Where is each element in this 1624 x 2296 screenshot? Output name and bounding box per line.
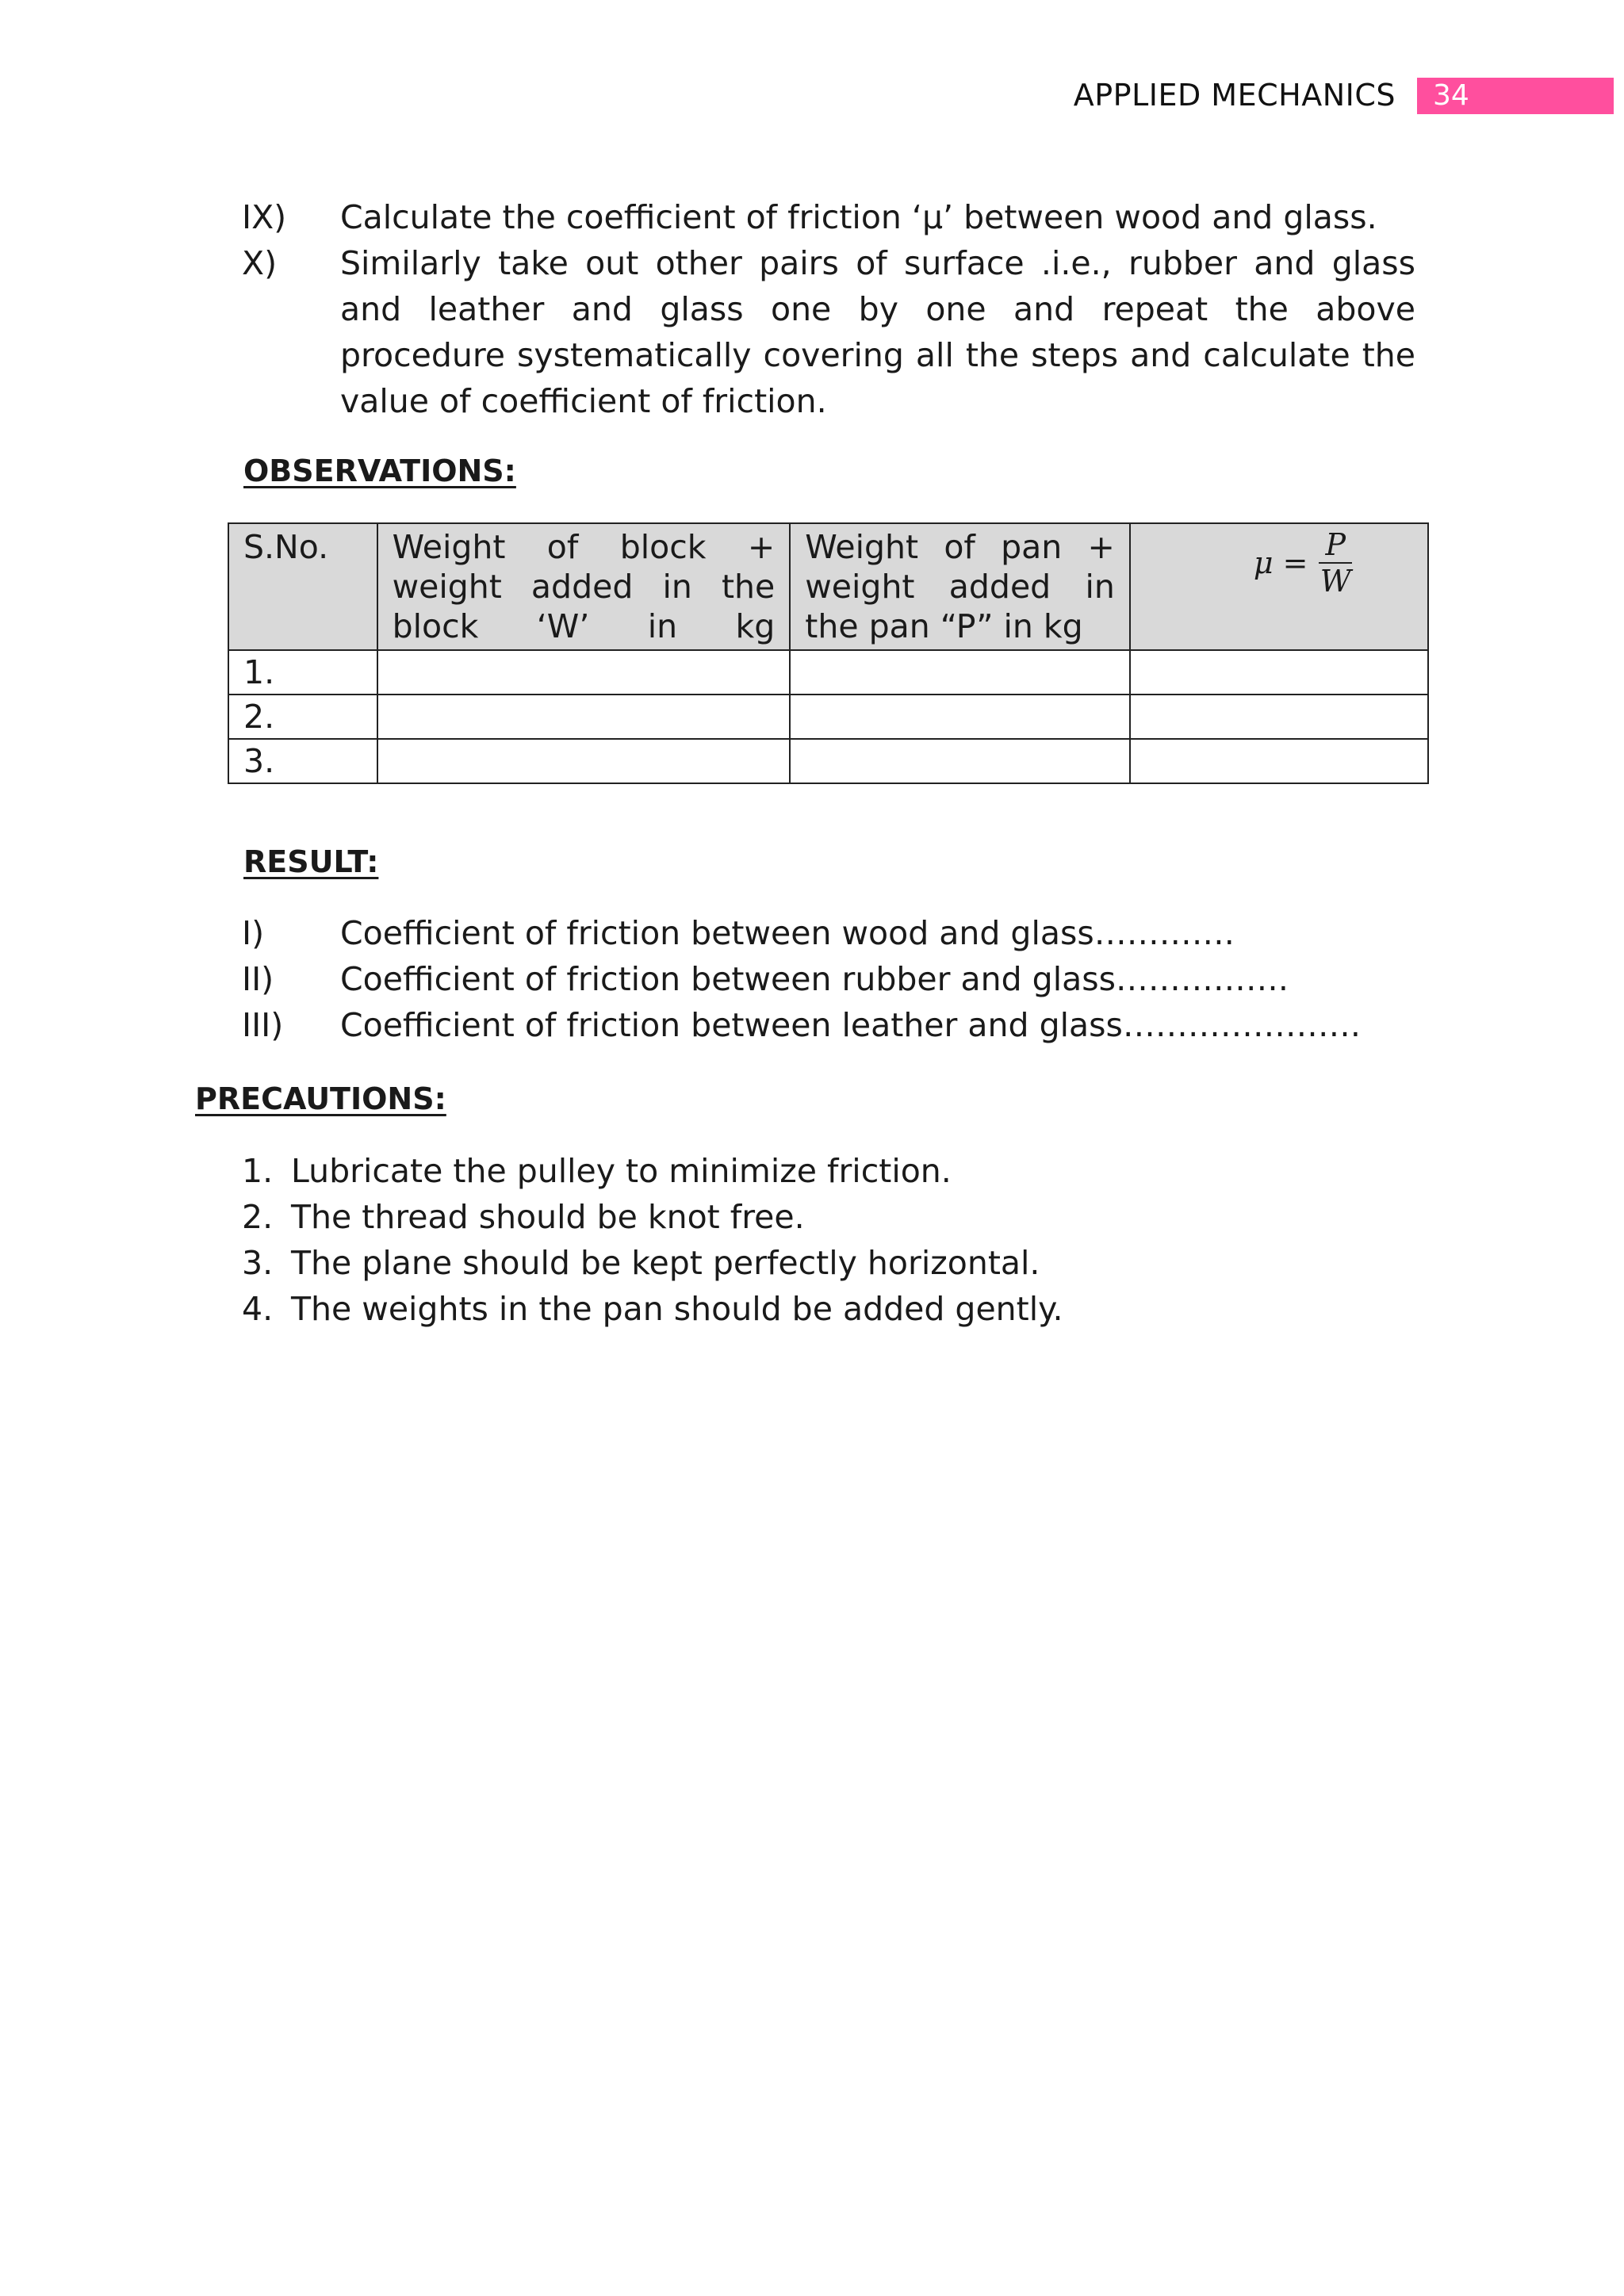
table-cell: [1130, 739, 1428, 783]
table-cell: [790, 650, 1130, 695]
procedure-steps: [242, 194, 1415, 424]
column-header-pan-weight: Weight of pan + weight added in the pan “P” in kg: [790, 523, 1130, 650]
column-header-formula: [1130, 523, 1428, 650]
row-number: 3.: [228, 739, 377, 783]
table-cell: [1130, 695, 1428, 739]
result-item: [242, 956, 1415, 1002]
precautions-heading: PRECAUTIONS:: [195, 1081, 446, 1116]
table-row: [228, 695, 1428, 739]
page-header: [0, 76, 1624, 117]
list-item: [242, 1194, 1415, 1240]
list-item: [242, 1286, 1415, 1332]
result-item: [242, 1002, 1415, 1048]
formula-numerator: P: [1319, 527, 1352, 564]
header-title: APPLIED MECHANICS: [1073, 78, 1396, 113]
result-text: Coefficient of friction between rubber and glass…………….: [340, 960, 1289, 998]
table-cell: [790, 739, 1130, 783]
result-text: Coefficient of friction between wood and glass………….: [340, 914, 1235, 952]
list-text: The thread should be knot free.: [291, 1198, 805, 1236]
table-cell: [790, 695, 1130, 739]
page-number-badge: 34: [1417, 78, 1614, 114]
step-text: Similarly take out other pairs of surface .i.e., rubber and glass and leather and glass one by one and repeat the above procedure systematically covering all the steps and calculate the value of coefficient of friction.: [340, 244, 1415, 420]
list-text: The plane should be kept perfectly horizontal.: [291, 1244, 1040, 1282]
result-number: II): [242, 960, 274, 998]
result-heading: RESULT:: [243, 844, 379, 879]
step-text: Calculate the coefficient of friction ‘μ’ between wood and glass.: [340, 198, 1377, 236]
table-cell: [377, 650, 791, 695]
list-item: [242, 1240, 1415, 1286]
table-row: [228, 739, 1428, 783]
table-header-row: [228, 523, 1428, 650]
step-item: [242, 194, 1415, 240]
observations-table: [228, 522, 1429, 784]
formula-fraction: [1319, 527, 1352, 599]
column-header-block-weight: Weight of block + weight added in the block ‘W’ in kg: [377, 523, 791, 650]
list-text: The weights in the pan should be added gently.: [291, 1290, 1063, 1328]
result-number: I): [242, 914, 265, 952]
row-number: 1.: [228, 650, 377, 695]
list-text: Lubricate the pulley to minimize friction.: [291, 1152, 952, 1190]
table-cell: [377, 739, 791, 783]
friction-formula: [1193, 527, 1413, 599]
row-number: 2.: [228, 695, 377, 739]
table-row: [228, 650, 1428, 695]
step-item: [242, 240, 1415, 424]
formula-denominator: W: [1320, 564, 1351, 599]
list-number: 4.: [242, 1290, 274, 1328]
list-number: 2.: [242, 1198, 274, 1236]
result-text: Coefficient of friction between leather and glass………………….: [340, 1006, 1361, 1044]
column-header-sno: S.No.: [228, 523, 377, 650]
table-cell: [1130, 650, 1428, 695]
list-number: 3.: [242, 1244, 274, 1282]
list-item: [242, 1148, 1415, 1194]
step-number: X): [242, 244, 278, 282]
step-number: IX): [242, 198, 287, 236]
precautions-list: [242, 1148, 1415, 1332]
result-list: [242, 910, 1415, 1048]
result-number: III): [242, 1006, 284, 1044]
table-cell: [377, 695, 791, 739]
observations-heading: OBSERVATIONS:: [243, 453, 516, 488]
formula-lhs: μ =: [1253, 545, 1308, 580]
list-number: 1.: [242, 1152, 274, 1190]
result-item: [242, 910, 1415, 956]
